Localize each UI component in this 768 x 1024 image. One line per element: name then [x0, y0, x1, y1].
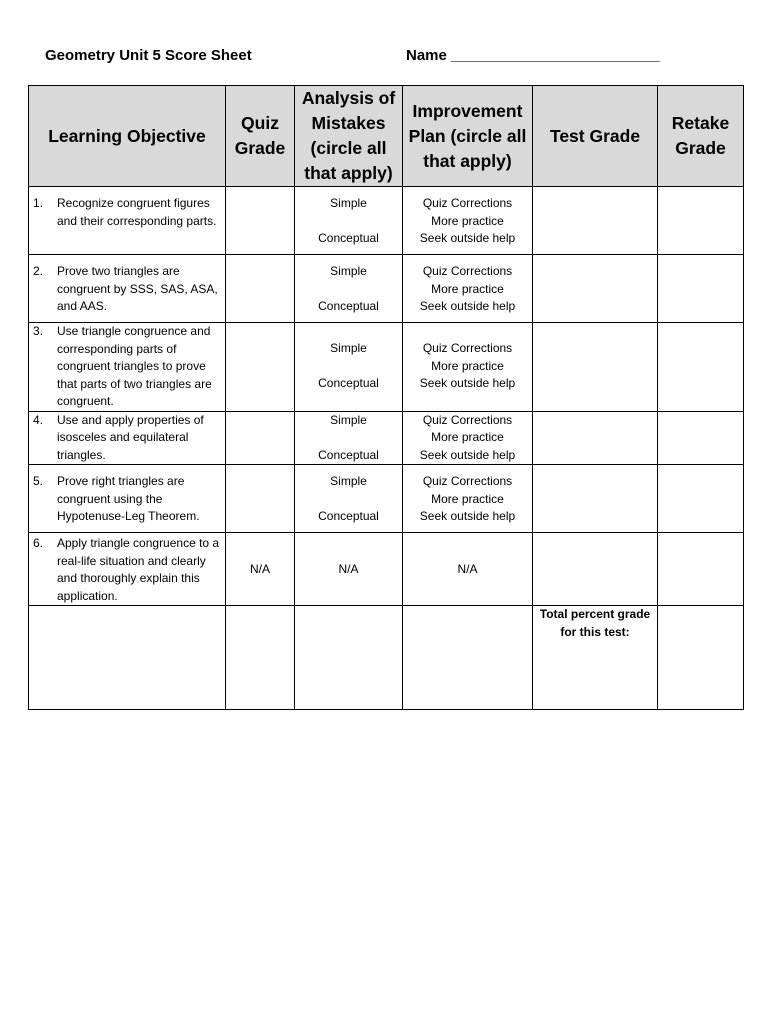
analysis-option-conceptual[interactable]: Conceptual [318, 231, 379, 245]
objective-cell [29, 323, 226, 412]
plan-cell [403, 255, 533, 323]
total-percent-cell [533, 606, 658, 710]
col-header-learning-objective: Learning Objective [29, 86, 226, 187]
objective-text: Prove right triangles are congruent using the Hypotenuse-Leg Theorem. [57, 474, 200, 523]
retake-grade-cell[interactable] [658, 187, 744, 255]
name-field-label: Name _________________________ [406, 47, 660, 64]
plan-option-more-practice[interactable]: More practice [431, 491, 504, 506]
objective-number: 1. [33, 196, 44, 210]
plan-option-quiz-corrections[interactable]: Quiz Corrections [422, 474, 513, 488]
analysis-na: N/A [295, 533, 403, 606]
test-grade-cell[interactable] [533, 255, 658, 323]
plan-option-more-practice[interactable]: More practice [431, 281, 504, 296]
table-row [29, 323, 744, 412]
analysis-option-simple[interactable]: Simple [330, 474, 367, 488]
retake-grade-cell[interactable] [658, 323, 744, 412]
plan-na: N/A [403, 533, 533, 606]
sheet-title: Geometry Unit 5 Score Sheet [45, 47, 252, 64]
quiz-grade-na: N/A [226, 533, 295, 606]
analysis-cell [295, 411, 403, 465]
test-grade-cell[interactable] [533, 411, 658, 465]
plan-option-more-practice[interactable]: More practice [431, 213, 504, 228]
analysis-option-simple[interactable]: Simple [330, 264, 367, 278]
analysis-cell [295, 323, 403, 412]
blank-cell [29, 606, 226, 710]
col-header-improvement-plan: Improvement Plan (circle all that apply) [403, 86, 533, 187]
plan-option-seek-outside-help[interactable]: Seek outside help [419, 509, 516, 523]
table-row [29, 187, 744, 255]
plan-cell [403, 187, 533, 255]
objective-cell [29, 411, 226, 465]
table-row [29, 411, 744, 465]
plan-option-more-practice[interactable]: More practice [431, 358, 504, 373]
page-header [45, 47, 725, 69]
plan-option-seek-outside-help[interactable]: Seek outside help [419, 299, 516, 313]
test-grade-cell[interactable] [533, 187, 658, 255]
objective-cell [29, 465, 226, 533]
blank-cell [295, 606, 403, 710]
table-row [29, 533, 744, 606]
plan-option-seek-outside-help[interactable]: Seek outside help [419, 447, 516, 462]
blank-cell [403, 606, 533, 710]
plan-option-quiz-corrections[interactable]: Quiz Corrections [422, 341, 513, 355]
plan-option-quiz-corrections[interactable]: Quiz Corrections [422, 412, 513, 427]
total-row [29, 606, 744, 710]
quiz-grade-cell[interactable] [226, 255, 295, 323]
retake-grade-cell[interactable] [658, 255, 744, 323]
retake-grade-cell[interactable] [658, 465, 744, 533]
objective-number: 4. [33, 412, 44, 427]
total-grade-entry-cell[interactable] [658, 606, 744, 710]
blank-cell [226, 606, 295, 710]
objective-number: 6. [33, 536, 44, 550]
quiz-grade-cell[interactable] [226, 323, 295, 412]
analysis-option-simple[interactable]: Simple [330, 341, 367, 355]
objective-text: Use and apply properties of isosceles and equilateral triangles. [57, 412, 204, 462]
retake-grade-cell[interactable] [658, 533, 744, 606]
analysis-option-simple[interactable]: Simple [330, 196, 367, 210]
objective-text: Apply triangle congruence to a real-life situation and clearly and thoroughly explain this application. [57, 536, 220, 603]
quiz-grade-cell[interactable] [226, 465, 295, 533]
col-header-quiz-grade: Quiz Grade [226, 86, 295, 187]
objective-cell [29, 533, 226, 606]
table-row [29, 465, 744, 533]
plan-cell [403, 411, 533, 465]
objective-cell [29, 255, 226, 323]
analysis-cell [295, 465, 403, 533]
total-percent-label: Total percent grade for this test: [539, 607, 651, 639]
analysis-cell [295, 255, 403, 323]
objective-number: 3. [33, 324, 44, 338]
table-header-row [29, 86, 744, 187]
quiz-grade-cell[interactable] [226, 411, 295, 465]
plan-cell [403, 323, 533, 412]
plan-cell [403, 465, 533, 533]
plan-option-seek-outside-help[interactable]: Seek outside help [419, 376, 516, 390]
plan-option-seek-outside-help[interactable]: Seek outside help [419, 231, 516, 245]
objective-cell [29, 187, 226, 255]
plan-option-more-practice[interactable]: More practice [431, 430, 504, 444]
retake-grade-cell[interactable] [658, 411, 744, 465]
objective-text: Prove two triangles are congruent by SSS, SAS, ASA, and AAS. [57, 264, 218, 313]
analysis-cell [295, 187, 403, 255]
analysis-option-simple[interactable]: Simple [330, 412, 367, 427]
test-grade-cell[interactable] [533, 533, 658, 606]
objective-text: Use triangle congruence and corresponding parts of congruent triangles to prove that parts of two triangles are congruent. [57, 324, 212, 408]
plan-option-quiz-corrections[interactable]: Quiz Corrections [422, 196, 513, 210]
col-header-test-grade: Test Grade [533, 86, 658, 187]
col-header-retake-grade: Retake Grade [658, 86, 744, 187]
col-header-analysis-of-mistakes: Analysis of Mistakes (circle all that apply) [295, 86, 403, 187]
objective-number: 2. [33, 264, 44, 278]
table-row [29, 255, 744, 323]
analysis-option-conceptual[interactable]: Conceptual [318, 376, 379, 390]
analysis-option-conceptual[interactable]: Conceptual [318, 299, 379, 313]
plan-option-quiz-corrections[interactable]: Quiz Corrections [422, 264, 513, 278]
quiz-grade-cell[interactable] [226, 187, 295, 255]
test-grade-cell[interactable] [533, 465, 658, 533]
objective-text: Recognize congruent figures and their corresponding parts. [57, 196, 217, 228]
analysis-option-conceptual[interactable]: Conceptual [318, 509, 379, 523]
analysis-option-conceptual[interactable]: Conceptual [318, 447, 379, 462]
objective-number: 5. [33, 474, 44, 488]
test-grade-cell[interactable] [533, 323, 658, 412]
score-table [28, 85, 744, 710]
